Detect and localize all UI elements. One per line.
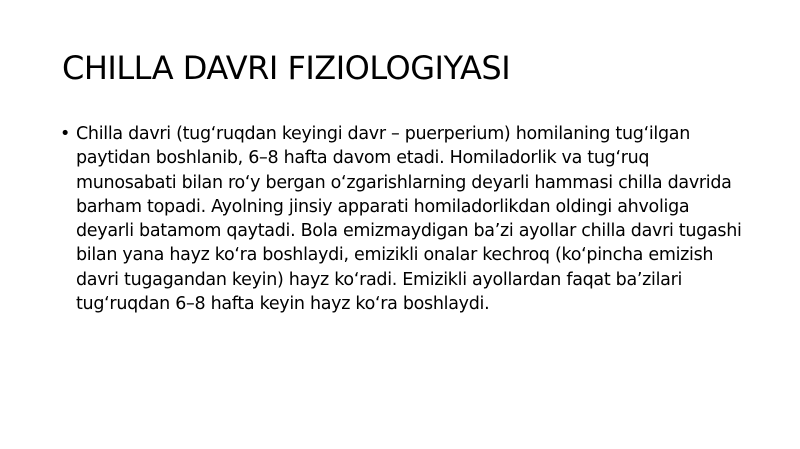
bullet-marker: •: [60, 124, 71, 144]
slide-title: CHILLA DAVRI FIZIOLOGIYASI: [62, 49, 511, 87]
bullet-item: [62, 122, 742, 316]
bullet-text: Chilla davri (tug‘ruqdan keyingi davr – puerperium) homilaning tug‘ilgan paytidan boshlanib, 6–8 hafta davom etadi. Homiladorlik va tug‘ruq munosabati bilan ro‘y bergan o‘zgarishlarning deyarli hammasi chilla davrida barham topadi. Ayolning jinsiy apparati homiladorlikdan oldingi ahvoliga deyarli batamom qaytadi. Bola emizmaydigan ba’zi ayollar chilla davri tugashi bilan yana hayz ko‘ra boshlaydi, emizikli onalar kechroq (ko‘pincha emizish davri tugagandan keyin) hayz ko‘radi. Emizikli ayollardan faqat ba’zilari tug‘ruqdan 6–8 hafta keyin hayz ko‘ra boshlaydi.: [76, 124, 742, 315]
bullet-list: [62, 122, 742, 316]
